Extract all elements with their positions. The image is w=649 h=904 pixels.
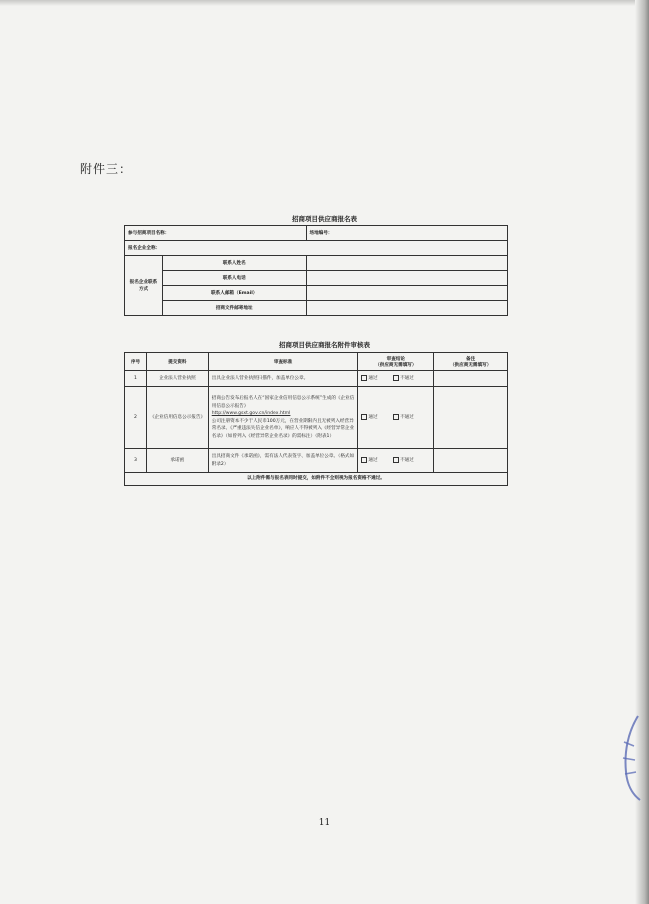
table-row [125,473,508,486]
review-footnote: 以上附件需与报名表同时提交，如附件不全则视为报名资格不通过。 [125,473,508,486]
row-material: 企业法人营业执照 [146,371,208,387]
table-row [125,241,508,256]
contact-row-label: 联系人邮箱（Email） [162,286,306,301]
row-standard: 出具招商文件《承诺函》，需有法人代表签字、加盖单位公章。（格式如附录2） [208,449,358,473]
review-table-title: 招商项目供应商报名附件审核表 [279,341,370,349]
pass-label: 通过 [368,415,378,420]
row-conclusion [358,449,434,473]
table-row [125,256,508,271]
table-row [125,226,508,241]
stamp-fragment [618,712,644,802]
fail-checkbox[interactable] [393,415,414,420]
contact-row-label: 联系人姓名 [162,256,306,271]
fail-label: 不通过 [400,376,414,381]
review-table [124,352,508,486]
page-number: 11 [318,818,331,828]
standard-line: 公司注册资本不少于人民币100万元，在营业期限内且无被列入经营异常名录、《严重违法失信企业名单》，响应人不得被列入《经营异常企业名录》（如曾列入《经营异常企业名录》的需标注）（附表1） [211,418,355,439]
company-name-label: 报名企业全称： [125,241,508,256]
header-standard: 审查标准 [208,353,358,371]
venue-number-label: 场地编号： [306,226,507,241]
row-material: 《企业信用信息公示报告》 [146,387,208,449]
header-remark-sub: （供应商无需填写） [449,362,492,368]
contact-row-label: 招商文件邮寄地址 [162,301,306,316]
attachment-label: 附件三： [80,162,133,176]
pass-label: 通过 [368,458,378,463]
row-seq: 3 [125,449,147,473]
table-row [125,387,508,449]
table-row [125,271,508,286]
table-row [125,301,508,316]
project-name-label: 参与招商项目名称： [125,226,307,241]
header-conclusion-sub: （供应商无需填写） [375,362,417,368]
fail-checkbox[interactable] [393,376,414,381]
table-header-row [125,353,508,371]
pass-checkbox[interactable] [361,458,377,463]
contact-value-cell[interactable] [306,286,507,301]
header-conclusion-title: 审查结论 [386,356,406,362]
row-remark[interactable] [434,371,508,387]
registration-table [124,225,508,316]
table-row [125,286,508,301]
checkbox-icon [393,375,399,381]
row-conclusion [358,371,434,387]
contact-method-label: 报名企业联系方式 [125,256,163,316]
checkbox-icon [361,457,367,463]
contact-row-label: 联系人电话 [162,271,306,286]
row-remark[interactable] [434,387,508,449]
scan-top-edge [0,0,649,6]
registration-table-title: 招商项目供应商报名表 [292,215,357,223]
gsxt-link[interactable]: http://www.gsxt.gov.cn/index.html [211,411,291,416]
checkbox-icon [393,414,399,420]
row-standard: 出具企业法人营业执照扫描件，加盖单位公章。 [208,371,358,387]
fail-label: 不通过 [400,415,414,420]
row-seq: 2 [125,387,147,449]
pass-checkbox[interactable] [361,415,377,420]
header-remark [434,353,508,371]
row-remark[interactable] [434,449,508,473]
table-row [125,371,508,387]
fail-label: 不通过 [400,458,414,463]
checkbox-icon [361,414,367,420]
contact-value-cell[interactable] [306,256,507,271]
header-remark-title: 备注 [466,356,476,362]
checkbox-icon [393,457,399,463]
header-seq: 序号 [125,353,147,371]
pass-label: 通过 [368,376,378,381]
row-standard [208,387,358,449]
header-material: 提交资料 [146,353,208,371]
row-conclusion [358,387,434,449]
header-conclusion [358,353,434,371]
contact-value-cell[interactable] [306,271,507,286]
table-row [125,449,508,473]
row-seq: 1 [125,371,147,387]
standard-line: 招商公告发布后报名人在“国家企业信用信息公示系统”生成的《企业信用信息公示报告》 [211,396,355,409]
row-material: 承诺函 [146,449,208,473]
fail-checkbox[interactable] [393,458,414,463]
pass-checkbox[interactable] [361,376,377,381]
contact-value-cell[interactable] [306,301,507,316]
checkbox-icon [361,375,367,381]
